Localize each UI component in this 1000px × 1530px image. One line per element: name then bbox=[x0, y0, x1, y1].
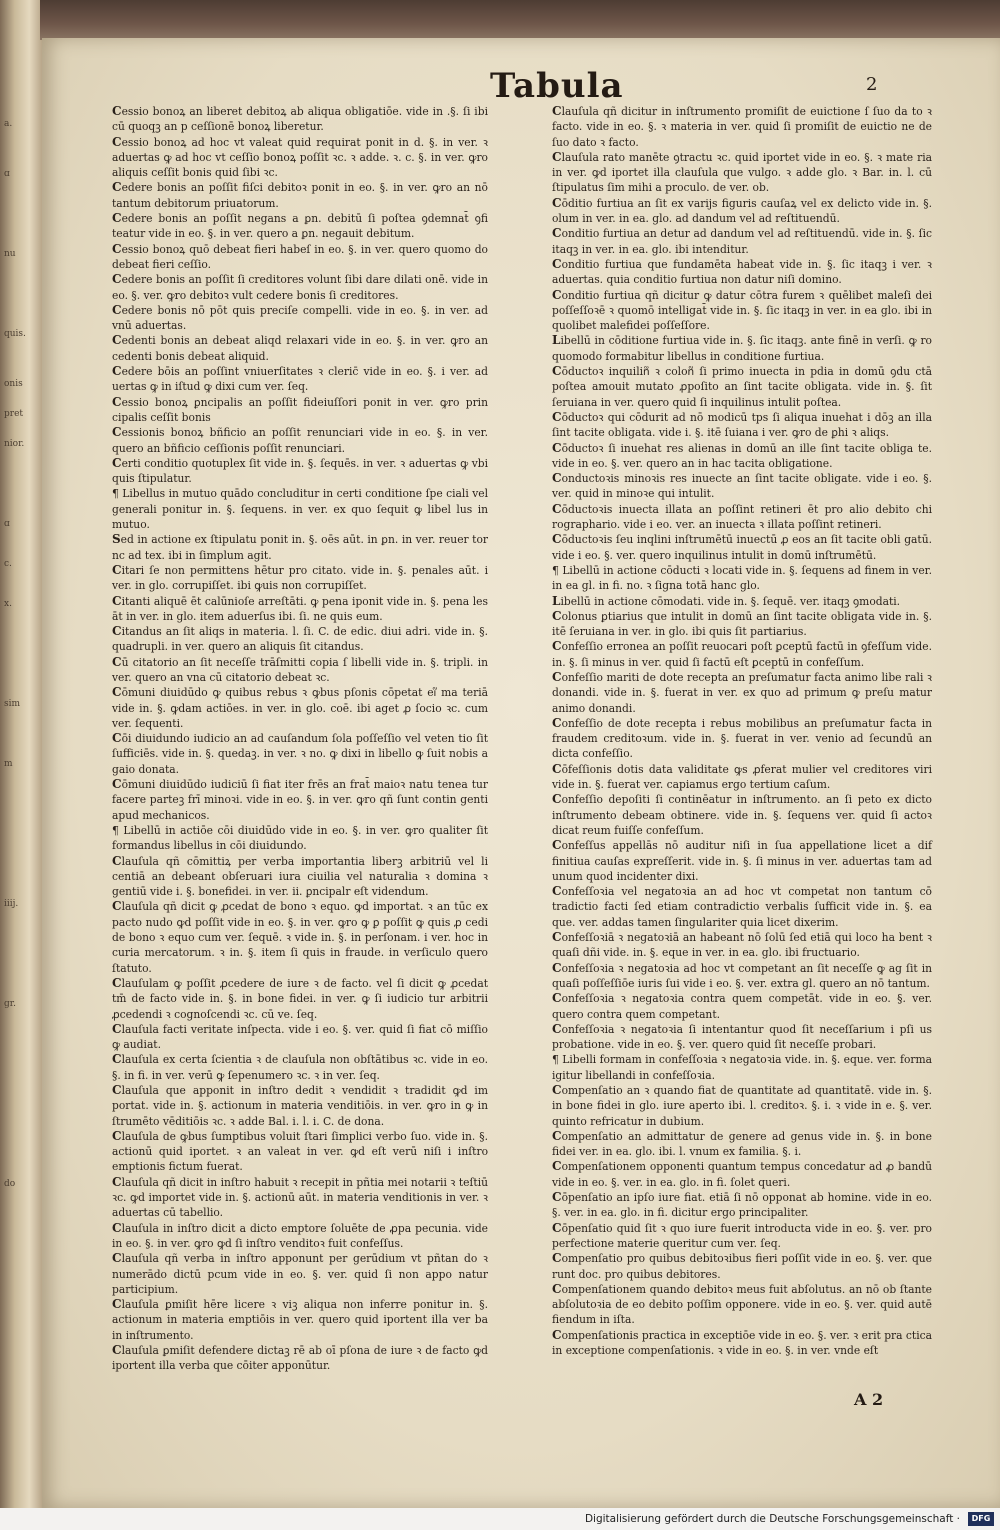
index-entry: Clauſula ꝑmiſit hēre licere ꝛ viꝫ aliqua non inferre ponitur in. §. actionum in materia emptiōis in ver. quero quid iportent illa ver ba in inſtrumento. bbox=[112, 1297, 488, 1342]
index-entry: Clauſula de ꝙbus ſumptibus voluit ſtari ſimplici verbo ſuo. vide in. §. actionū quid iportet. ꝛ an valeat in ver. ꝙd eſt verū niſi i inſtro emptionis fictum fuerat. bbox=[112, 1128, 488, 1174]
index-entry: Libellū in actione cōmodati. vide in. §. ſequē. ver. itaqꝫ ꝯmodati. bbox=[552, 593, 901, 608]
footer-bar bbox=[0, 1508, 1000, 1530]
index-entry: Clauſula ex certa ſcientia ꝛ de clauſula non obſtātibus ꝛc. vide in eo. §. in fi. in ver. verū ꝙ ſepenumero ꝛc. ꝛ in ver. ſeq. bbox=[112, 1052, 488, 1082]
index-entry: Cedere bonis nō pōt quis preciſe compelli. vide in eo. §. in ver. ad vnū aduertas. bbox=[112, 302, 488, 333]
index-entry: Cessio bonoꝝ ꝑncipalis an poſſit fideiuſſori ponit in ver. ꝙro prin cipalis ceſſit bonis bbox=[112, 394, 488, 424]
binding-fragment: gr. bbox=[4, 999, 16, 1009]
binding-fragment: onis bbox=[4, 379, 23, 389]
index-entry: Cōductoꝛ qui cōdurit ad nō modicū tps ſi aliqua inuehat i dōꝫ an illa ſint tacite obligata. vide i. §. itē ſuiana i ver. ꝙro de ꝑhi ꝛ aliqs. bbox=[552, 409, 932, 440]
index-entry: Confeſſio mariti de dote recepta an preſumatur facta animo libe rali ꝛ donandi. vide in. §. fuerat in ver. ex quo ad primum ꝙ preſu matur animo donandi. bbox=[552, 669, 932, 715]
index-entry: ¶ Libellū in actione cōducti ꝛ locati vide in. §. ſequens ad finem in ver. in ea gl. in fi. no. ꝛ ſigna totā hanc glo. bbox=[552, 563, 932, 593]
index-entry: Clauſula qñ cōmittiꝝ per verba importantia liberꝫ arbitriū vel li centiā an debeant obſeruari iura ciuilia vel naturalia ꝛ domina ꝛ gentiū vide i. §. bonefidei. in ver. ii. ꝑncipalr eſt videndum. bbox=[112, 853, 488, 899]
index-entry: Libellū in cōditione furtiua vide in. §. ſic itaqꝫ. ante finē in verſi. ꝙ ro quomodo formabitur libellus in conditione furtiua. bbox=[552, 333, 932, 363]
binding-fragment: ɑ bbox=[4, 519, 10, 529]
index-entry: Clauſula facti veritate inſpecta. vide i eo. §. ver. quid ſi fiat cō miſſio ꝙ audiat. bbox=[112, 1021, 488, 1052]
index-entry: Clauſula qñ dicit in inſtro habuit ꝛ recepit in pñtia mei notarii ꝛ teſtiū ꝛc. ꝙd importet vide in. §. actionū aūt. in materia venditionis in ver. ꝛ aduertas cū tabellio. bbox=[112, 1174, 488, 1220]
index-entry: Compenſatio pro quibus debitoꝛibus fieri poſſit vide in eo. §. ver. que runt doc. pro quibus debitores. bbox=[552, 1251, 932, 1281]
index-entry: Conditio furtiua que fundamēta habeat vide in. §. ſic itaqꝫ i ver. ꝛ aduertas. quia conditio furtiua non datur niſi domino. bbox=[552, 256, 932, 287]
index-entry: Confeſſio de dote recepta i rebus mobilibus an preſumatur facta in fraudem creditoꝛum. vide in. §. fuerat in ver. venio ad ſecundū an dicta confeſſio. bbox=[552, 715, 932, 761]
binding-fragment: sim bbox=[4, 699, 21, 709]
index-entry: Citanti aliquē ēt calūnioſe arreſtāti. ꝙ pena iponit vide in. §. pena les āt in ver. in glo. item aduerſus ibi. ſi. ne quis eum. bbox=[112, 593, 488, 623]
binding-fragment: nu bbox=[4, 249, 16, 259]
binding-fragment: m bbox=[4, 759, 13, 769]
index-entry: Compenſationem opponenti quantum tempus concedatur ad ꝓ bandū vide in eo. §. ver. in ea. glo. in fi. ſolet queri. bbox=[552, 1159, 932, 1189]
index-entry: Conductoꝛis minoꝛis res inuecte an ſint tacite obligate. vide i eo. §. ver. quid in minoꝛe qui intulit. bbox=[552, 471, 932, 501]
dfg-logo: DFG bbox=[968, 1512, 994, 1526]
index-entry: Cōpenſatio an ipſo iure fiat. etiā ſi nō opponat ab homine. vide in eo. §. ver. in ea. glo. in fi. dicitur ergo principaliter. bbox=[552, 1190, 932, 1220]
index-entry: Clauſula ꝑmiſit defendere dictaꝫ rē ab oī pſona de iure ꝛ de facto ꝙd iportent illa verba que cōiter apponūtur. bbox=[112, 1343, 488, 1373]
index-entry: Cōmuni diuidūdo iudiciū ſi fiat iter frēs an frat̄ maioꝛ natu tenea tur facere parteꝫ frī minoꝛi. vide in eo. §. in ver. ꝙro qñ ſunt contin genti apud mechanicos. bbox=[112, 777, 488, 822]
binding-fragment: do bbox=[4, 1179, 16, 1189]
index-entry: ¶ Libelli formam in confeſſoꝛia ꝛ negatoꝛia vide. in. §. eque. ver. forma igitur libellandi in confeſſoꝛia. bbox=[552, 1053, 932, 1082]
binding-fragment: a. bbox=[4, 119, 13, 129]
binding-fragment: c. bbox=[4, 559, 12, 569]
index-entry: Cōmuni diuidūdo ꝙ quibus rebus ꝛ ꝙbus pſonis cōpetat ei᷑ ma teriā vide in. §. ꝙdam actiōes. in ver. in glo. coē. ibi aget ꝓ ſocio ꝛc. cum ver. ſequenti. bbox=[112, 685, 488, 730]
signature-mark: A 2 bbox=[854, 1390, 884, 1409]
index-entry: Cōductoꝛ inquilin᷑ ꝛ colon᷑ ſi primo inuecta in pdia in domū ꝯdu ctā poſtea amouit mutato ꝓpoſito an ſint tacite obligata. vide in. §. ſit ſeruiana in ver. quero quid ſi inquilinus intulit poſtea. bbox=[552, 364, 932, 409]
footer-credit-text: Digitalisierung gefördert durch die Deutsche Forschungsgemeinschaft · bbox=[584, 1513, 960, 1525]
book-binding-edge bbox=[0, 0, 42, 1508]
page-number: 2 bbox=[866, 74, 878, 95]
index-entry: Compenſationis practica in exceptiōe vide in eo. §. ver. ꝛ erit pra ctica in exceptione compenſationis. ꝛ vide in eo. §. in ver. vnde eſt bbox=[552, 1327, 932, 1358]
index-entry: Compenſatio an admittatur de genere ad genus vide in. §. in bone fidei ver. in ea. glo. ibi. l. vnum ex familia. §. i. bbox=[552, 1128, 932, 1159]
index-entry: Cessionis bonoꝝ bñficio an poſſit renunciari vide in eo. §. in ver. quero an bñficio ceſſionis poſſit renunciari. bbox=[112, 425, 488, 455]
index-entry: Clauſulam ꝙ poſſit ꝓcedere de iure ꝛ de facto. vel ſi dicit ꝙ ꝓcedat tm̄ de facto vide in. §. in bone fidei. in ver. ꝙ ſi iudicio tur arbitrii ꝓcedendi ꝛ cognoſcendi ꝛc. cū ve. ſeq. bbox=[112, 975, 488, 1021]
binding-fragment: pret bbox=[4, 409, 24, 419]
index-entry: Cōi diuidundo iudicio an ad cauſandum ſola poſſeſſio vel veten tio ſit ſufficiēs. vide in. §. quedaꝫ. in ver. ꝛ no. ꝙ dixi in libello ꝙ ſuit nobis a gaio donata. bbox=[112, 731, 488, 776]
index-entry: Clauſula que apponit in inſtro dedit ꝛ vendidit ꝛ tradidit ꝙd im portat. vide in. §. actionum in materia venditiōis. in ver. ꝙro in ꝙ in ſtrumēto vēditiōis ꝛc. ꝛ adde Bal. i. l. i. C. de dona. bbox=[112, 1083, 488, 1128]
index-entry: Confeſſio depoſiti ſi continēatur in inſtrumento. an ſi peto ex dicto inſtrumento debeam obtinere. vide in. §. ſequens ver. quid ſi actoꝛ dicat reum fuiſſe confeſſum. bbox=[552, 792, 932, 837]
index-entry: Confeſſoꝛia ꝛ negatoꝛia contra quem competāt. vide in eo. §. ver. quero contra quem competant. bbox=[552, 991, 932, 1021]
index-entry: Compenſatio an ꝛ quando fiat de quantitate ad quantitatē. vide in. §. in bone fidei in glo. iure aperto ibi. l. creditoꝛ. §. i. ꝛ vide in e. §. ver. quinto refricatur in dubium. bbox=[552, 1083, 932, 1128]
index-entry: Confeſſoꝛia ꝛ negatoꝛia ad hoc vt competant an ſit neceſſe ꝙ ag ſit in quaſi poſſeſſiōe iuris ſui vide i eo. §. ver. extra gl. quero an nō tantum. bbox=[552, 960, 932, 990]
page-title: Tabula bbox=[490, 66, 624, 106]
index-entry: Cōductoꝛis ſeu inqlini inſtrumētū inuectū ꝓ eos an ſit tacite obli gatū. vide i eo. §. ver. quero inquilinus intulit in domū inſtrumētū. bbox=[552, 532, 932, 562]
index-entry: Cōductoꝛis inuecta illata an poſſint retineri ēt pro alio debito chi rographario. vide i eo. ver. an inuecta ꝛ illata poſſint retineri. bbox=[552, 501, 932, 532]
index-entry: Colonus ꝑtiarius que intulit in domū an ſint tacite obligata vide in. §. itē ſeruiana in ver. in glo. ibi quis ſit partiarius. bbox=[552, 608, 932, 639]
right-text-column bbox=[552, 104, 932, 1358]
index-entry: Conditio furtiua an detur ad dandum vel ad reſtituendū. vide in. §. ſic itaqꝫ in ver. in ea. glo. ibi intenditur. bbox=[552, 226, 932, 256]
index-entry: Cedenti bonis an debeat aliqd relaxari vide in eo. §. in ver. ꝙro an cedenti bonis debeat aliquid. bbox=[112, 333, 488, 363]
index-entry: Sed in actione ex ſtipulatu ponit in. §. oēs aūt. in ꝑn. in ver. reuer tor nc ad tex. ibi in ſimplum agit. bbox=[112, 532, 488, 562]
binding-fragment: iiij. bbox=[4, 899, 19, 909]
binding-fragment: nior. bbox=[4, 439, 25, 449]
index-entry: Cedere bonis an poſſit ſi creditores volunt ſibi dare dilati onē. vide in eo. §. ver. ꝙro debitoꝛ vult cedere bonis ſi creditores. bbox=[112, 272, 488, 302]
left-text-column bbox=[112, 104, 488, 1374]
index-entry: Cessio bonoꝝ quō debeat fieri habeſ in eo. §. in ver. quero quomo do debeat fieri ceſſio. bbox=[112, 241, 488, 271]
index-entry: Citari ſe non permittens hētur pro citato. vide in. §. penales aūt. i ver. in glo. corrupiſſet. ibi ꝙuis non corrupiſſet. bbox=[112, 562, 488, 593]
index-entry: Clauſula qñ dicitur in inſtrumento promiſit de euictione ſ ſuo da to ꝛ facto. vide in eo. §. ꝛ materia in ver. quid ſi promiſit de euictio ne de ſuo dato ꝛ facto. bbox=[552, 104, 932, 149]
index-entry: Confeſſoꝛia ꝛ negatoꝛia ſi intentantur quod ſit neceſſarium i pſi us probatione. vide in eo. §. ver. quero quid ſit neceſſe probari. bbox=[552, 1021, 932, 1052]
index-entry: Confeſſoꝛia vel negatoꝛia an ad hoc vt competat non tantum cō tradictio facti ſed etiam contradictio verbalis ſufficit vide in. §. ea que. ver. addas tamen ſingulariter quia licet dixerim. bbox=[552, 884, 932, 929]
index-entry: Cōditio furtiua an ſit ex varijs figuris cauſaꝝ vel ex delicto vide in. §. olum in ver. in ea. glo. ad dandum vel ad reſtituendū. bbox=[552, 195, 932, 226]
index-entry: Cessio bonoꝝ an liberet debitoꝝ ab aliqua obligatiōe. vide in .§. ſi ibi cū quoqꝫ an p ceſſionē bonoꝝ liberetur. bbox=[112, 104, 488, 134]
index-entry: Cōfeſſionis dotis data validitate ꝙs ꝓferat mulier vel creditores viri vide in. §. fuerat ver. capiamus ergo tertium caſum. bbox=[552, 761, 932, 792]
index-entry: Clauſula qñ dicit ꝙ ꝓcedat de bono ꝛ equo. ꝙd importat. ꝛ an tūc ex pacto nudo ꝙd poſſit vide in eo. §. in ver. ꝙro ꝙ ꝑ poſſit ꝙ quis ꝓ cedi de bono ꝛ equo cum ver. ſequē. ꝛ vide in. §. in perſonam. i ver. hoc in curia mercatorum. ꝛ in. §. item ſi quis in fraude. in verſiculo quero ſtatuto. bbox=[112, 899, 488, 975]
binding-fragment: ɑ bbox=[4, 169, 10, 179]
index-entry: Cōpenſatio quid ſit ꝛ quo iure fuerit introducta vide in eo. §. ver. pro perfectione materie queritur cum ver. ſeq. bbox=[552, 1220, 932, 1250]
index-entry: Cessio bonoꝝ ad hoc vt valeat quid requirat ponit in d. §. in ver. ꝛ aduertas ꝙ ad hoc vt ceſſio bonoꝝ poſſit ꝛc. ꝛ adde. ꝛ. c. §. in ver. ꝙro aliquis ceſſit bonis quid ſibi ꝛc. bbox=[112, 134, 488, 180]
index-entry: Confeſſio erronea an poſſit reuocari poſt ꝑceptū factū in ꝯfeſſum vide. in. §. ſi minus in ver. quid ſi factū eſt ꝑceptū in confeſſum. bbox=[552, 639, 932, 669]
index-entry: Certi conditio quotuplex ſit vide in. §. ſequēs. in ver. ꝛ aduertas ꝙ vbi quis ſtipulatur. bbox=[112, 455, 488, 486]
index-entry: Cū citatorio an ſit neceſſe trāſmitti copia ſ libelli vide in. §. tripli. in ver. quero an vna cū citatorio debeat ꝛc. bbox=[112, 654, 488, 684]
index-entry: Cōductoꝛ ſi inuehat res alienas in domū an ille ſint tacite obliga te. vide in eo. §. ver. quero an in hac tacita obligatione. bbox=[552, 440, 932, 470]
index-entry: Clauſula qñ verba in inſtro apponunt per gerūdium vt pñtan do ꝛ numerādo dictū pcum vide in eo. §. ver. quid ſi non appo natur participium. bbox=[112, 1251, 488, 1296]
page-top-edge bbox=[40, 0, 1000, 40]
index-entry: ¶ Libellū in actiōe cōi diuidūdo vide in eo. §. in ver. ꝙro qualiter ſit formandus libellus in cōi diuidundo. bbox=[112, 823, 488, 853]
binding-fragment: quis. bbox=[4, 329, 26, 339]
binding-fragment: x. bbox=[4, 599, 12, 609]
index-entry: ¶ Libellus in mutuo quādo concluditur in certi conditione ſpe ciali vel generali ponitur in. §. ſequens. in ver. ex quo ſequit ꝙ libel lus in mutuo. bbox=[112, 487, 488, 532]
index-entry: Clauſula rato manēte ꝯtractu ꝛc. quid iportet vide in eo. §. ꝛ mate ria in ver. ꝙd iportet illa clauſula que vulgo. ꝛ adde glo. ꝛ Bar. in. l. cū ſtipulatus ſim mihi a proculo. de ver. ob. bbox=[552, 149, 932, 195]
index-entry: Conditio furtiua qñ dicitur ꝙ datur cōtra furem ꝛ quēlibet maleſi dei poſſeſſoꝛē ꝛ quomō intelligat̄ vide in. §. ſic itaqꝫ in ver. in ea glo. ibi in quolibet malefidei poſſeſſore. bbox=[552, 287, 932, 333]
index-entry: Cedere bonis an poſſit negans a ꝑn. debitū ſi poſtea ꝯdemnat̄ ꝯfi teatur vide in eo. §. in ver. quero a ꝑn. negauit debitum. bbox=[112, 211, 488, 241]
index-entry: Clauſula in inſtro dicit a dicto emptore ſoluēte de ꝓpa pecunia. vide in eo. §. in ver. ꝙro ꝙd ſi inſtro venditoꝛ fuit confeſſus. bbox=[112, 1220, 488, 1250]
index-entry: Cedere bōis an poſſint vniuerſitates ꝛ cleric̄ vide in eo. §. i ver. ad uertas ꝙ in iſtud ꝙ dixi cum ver. ſeq. bbox=[112, 364, 488, 394]
index-entry: Citandus an ſit aliqs in materia. l. ſi. C. de edic. diui adri. vide in. §. quadrupli. in ver. quero an aliquis ſit citandus. bbox=[112, 624, 488, 654]
index-entry: Cedere bonis an poſſit fiſci debitoꝛ ponit in eo. §. in ver. ꝙro an nō tantum debitorum priuatorum. bbox=[112, 180, 488, 210]
index-entry: Confeſſus appellās nō auditur niſi in ſua appellatione licet a dif finitiua cauſas expreſſerit. vide in. §. ſi minus in ver. aduertas tam ad unum quod incidenter dixi. bbox=[552, 838, 932, 883]
index-entry: Compenſationem quando debitoꝛ meus fuit abſolutus. an nō ob ſtante abſolutoꝛia de eo debito poſſim opponere. vide in eo. §. ver. quid autē fiendum in iſta. bbox=[552, 1281, 932, 1327]
index-entry: Confeſſoꝛiā ꝛ negatoꝛiā an habeant nō ſolū ſed etiā qui loco ha bent ꝛ quaſi dñi vide. in. §. eque in ver. in ea. glo. ibi fructuario. bbox=[552, 930, 932, 960]
